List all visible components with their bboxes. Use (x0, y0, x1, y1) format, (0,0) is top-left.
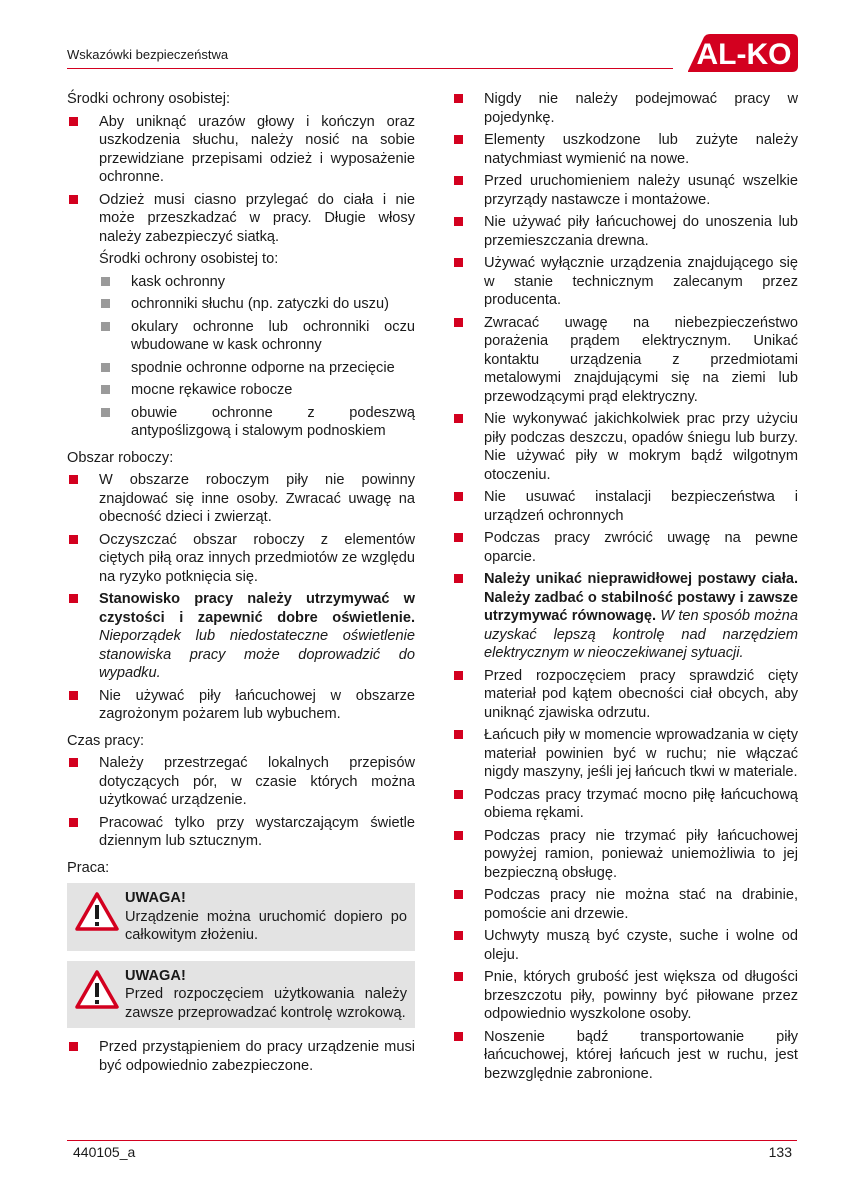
list-item: Pnie, których grubość jest większa od długości brzeszczotu piły, powinny być piłowane przez odpowiednio wyszkolone osoby. (452, 968, 798, 1024)
list-item: Przed przystąpieniem do pracy urządzenie musi być odpowiednio zabezpieczone. (67, 1038, 415, 1075)
list-item (67, 590, 415, 683)
warning-triangle-icon (75, 892, 119, 932)
list-item: Nie usuwać instalacji bezpieczeństwa i urządzeń ochronnych (452, 488, 798, 525)
list-item: Zwracać uwagę na niebezpieczeństwo porażenia prądem elektrycznym. Unikać kontaktu urządzenia z przedmiotami metalowymi znajdującymi się na ziemi lub przewodzącymi prąd elektryczny. (452, 314, 798, 407)
left-column (67, 90, 415, 1079)
list-item: Należy przestrzegać lokalnych przepisów dotyczących pór, w czasie których można użytkować urządzenie. (67, 754, 415, 810)
header-rule (67, 68, 673, 69)
sub-list-item: okulary ochronne lub ochronniki oczu wbudowane w kask ochronny (67, 318, 415, 355)
bold-text: Stanowisko pracy należy utrzymywać w czystości i zapewnić dobre oświetlenie. (99, 591, 415, 626)
list-item: Nie używać piły łańcuchowej do unoszenia lub przemieszczania drewna. (452, 213, 798, 250)
footer-rule (67, 1140, 797, 1141)
sub-list-item: mocne rękawice robocze (67, 381, 415, 400)
working-time-list (67, 754, 415, 851)
sub-list-item: obuwie ochronne z podeszwą antypoślizgową i stalowym podnoskiem (67, 404, 415, 441)
sub-list-item: ochronniki słuchu (np. zatyczki do uszu) (67, 295, 415, 314)
ppe-list (67, 113, 415, 247)
brand-logo (684, 34, 798, 72)
list-item: Podczas pracy zwrócić uwagę na pewne oparcie. (452, 529, 798, 566)
header-title: Wskazówki bezpieczeństwa (67, 47, 229, 62)
section-heading-working-time: Czas pracy: (67, 732, 145, 749)
list-item: Oczyszczać obszar roboczy z elementów ciętych piłą oraz innych przedmiotów ze względu na ryzyko potknięcia się. (67, 531, 415, 587)
warning-box (67, 961, 415, 1029)
list-item: Podczas pracy nie można stać na drabinie, pomoście ani drzewie. (452, 886, 798, 923)
document-id: 440105_a (73, 1144, 136, 1160)
list-item: Używać wyłącznie urządzenia znajdującego się w stanie technicznym zalecanym przez producenta. (452, 254, 798, 310)
section-heading-ppe: Środki ochrony osobistej: (67, 91, 231, 107)
list-item: Nie wykonywać jakichkolwiek prac przy użyciu piły podczas deszczu, opadów śniegu lub burzy. Nie używać piły w mokrym bądź wilgotnym otoczeniu. (452, 410, 798, 484)
ppe-sublist (67, 273, 415, 441)
list-item (452, 570, 798, 663)
right-column (452, 90, 798, 1087)
warning-text: Przed rozpoczęciem użytkowania należy zawsze przeprowadzać kontrolę wzrokową. (125, 986, 407, 1021)
warning-title: UWAGA! (125, 890, 186, 906)
list-item: Podczas pracy trzymać mocno piłę łańcuchową obiema rękami. (452, 786, 798, 823)
italic-text: W ten sposób można uzyskać lepszą kontrolę nad narzędziem elektrycznym w nieoczekiwanej sytuacji. (484, 608, 798, 661)
work-area-list (67, 471, 415, 724)
section-heading-work-area: Obszar roboczy: (67, 449, 174, 466)
list-item: Odzież musi ciasno przylegać do ciała i nie może przeszkadzać w pracy. Długie włosy należy zabezpieczyć siatką. (67, 191, 415, 247)
bold-text: Należy unikać nieprawidłowej postawy ciała. Należy zadbać o stabilność postawy i zawsze utrzymywać równowagę. (484, 571, 798, 624)
list-item: Łańcuch piły w momencie wprowadzania w cięty materiał powinien być w ruchu; nie włączać nigdy maszyny, jeśli jej łańcuch tkwi w materiale. (452, 726, 798, 782)
list-item: W obszarze roboczym piły nie powinny znajdować się inne osoby. Zwracać uwagę na obecność dzieci i zwierząt. (67, 471, 415, 527)
list-item: Uchwyty muszą być czyste, suche i wolne od oleju. (452, 927, 798, 964)
brand-logo-text: AL-KO (696, 38, 792, 71)
italic-text: Nieporządek lub niedostateczne oświetlenie stanowiska pracy może doprowadzić do wypadku. (99, 628, 415, 681)
list-item: Noszenie bądź transportowanie piły łańcuchowej, której łańcuch jest w ruchu, jest bezwzględnie zabronione. (452, 1028, 798, 1084)
list-item: Przed uruchomieniem należy usunąć wszelkie przyrządy nastawcze i montażowe. (452, 172, 798, 209)
list-item: Przed rozpoczęciem pracy sprawdzić cięty materiał pod kątem obecności ciał obcych, aby uniknąć zjawiska odrzutu. (452, 667, 798, 723)
list-item: Nie używać piły łańcuchowej w obszarze zagrożonym pożarem lub wybuchem. (67, 687, 415, 724)
warning-text: Urządzenie można uruchomić dopiero po całkowitym złożeniu. (125, 908, 407, 943)
warning-title: UWAGA! (125, 967, 186, 984)
warning-triangle-icon (75, 970, 119, 1010)
page-number: 133 (768, 1144, 792, 1160)
work-list (67, 1038, 415, 1075)
sub-list-item: kask ochronny (67, 273, 415, 292)
section-heading-work: Praca: (67, 859, 110, 876)
warning-box (67, 883, 415, 951)
list-item: Podczas pracy nie trzymać piły łańcuchowej powyżej ramion, ponieważ uniemożliwia to jej bezpieczną obsługę. (452, 827, 798, 883)
work-rules-list (452, 90, 798, 1083)
ppe-subheading: Środki ochrony osobistej to: (99, 251, 279, 267)
list-item: Pracować tylko przy wystarczającym świetle dziennym lub sztucznym. (67, 814, 415, 851)
list-item: Nigdy nie należy podejmować pracy w pojedynkę. (452, 90, 798, 127)
list-item: Elementy uszkodzone lub zużyte należy natychmiast wymienić na nowe. (452, 131, 798, 168)
sub-list-item: spodnie ochronne odporne na przecięcie (67, 359, 415, 378)
list-item: Aby uniknąć urazów głowy i kończyn oraz uszkodzenia słuchu, należy nosić na sobie przewidziane przepisami odzież i wyposażenie ochronne. (67, 113, 415, 187)
